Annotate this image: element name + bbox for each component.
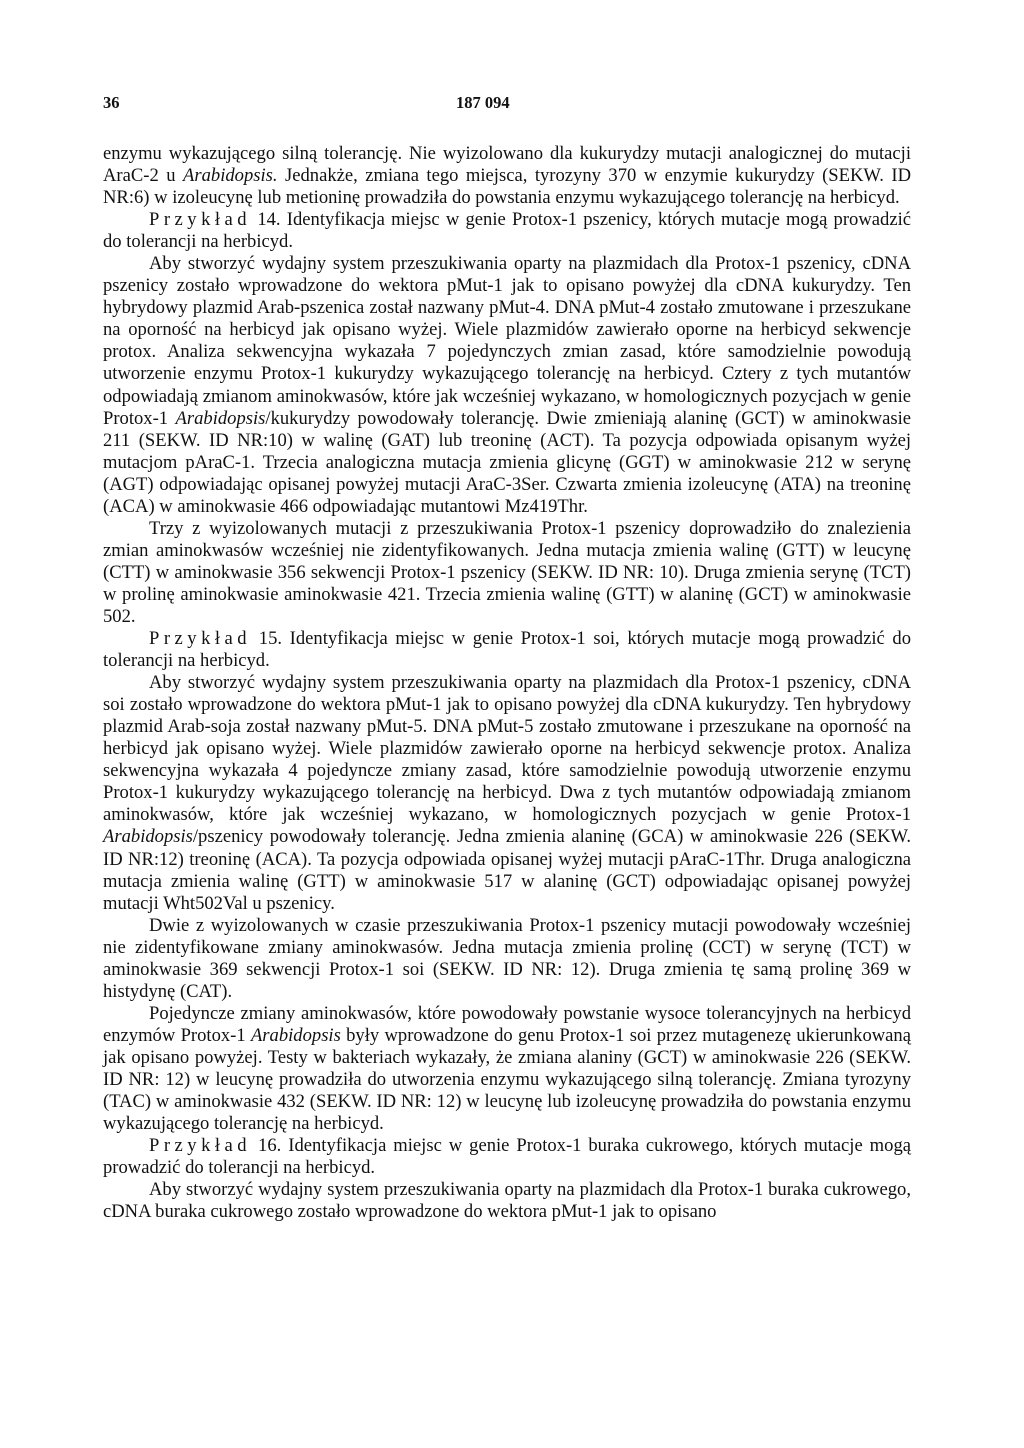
paragraph [103,518,911,628]
paragraph-text: Trzy z wyizolowanych mutacji z przeszukiwania Protox-1 pszenicy doprowadziło do znalezienia zmian aminokwasów wcześniej nie zidentyfikowanych. Jedna mutacja zmienia walinę (GTT) w leucynę (CTT) w aminokwasie 356 sekwencji Protox-1 pszenicy (SEKW. ID NR: 10). Druga zmienia serynę (TCT) w prolinę aminokwasie aminokwasie 421. Trzecia zmienia walinę (GTT) w alaninę (GCT) w aminokwasie 502. [103,517,911,627]
page-number: 36 [103,93,120,112]
paragraph-text: były wprowadzone do genu Protox-1 soi przez mutagenezę ukierunkowaną jak opisano powyżej. Testy w bakteriach wykazały, że zmiana alaniny (GCT) w aminokwasie 226 (SEKW. ID NR: 12) w leucynę prowadziła do utworzenia enzymu wykazującego silną tolerancję. Zmiana tyrozyny (TAC) w aminokwasie 432 (SEKW. ID NR: 12) w leucynę lub izoleucynę prowadziła do powstania enzymu wykazującego tolerancję na herbicyd. [103,1024,911,1135]
italic-term: Arabidopsis. [183,165,278,187]
paragraph [103,1179,911,1223]
paragraph-text: Jednakże, zmiana tego miejsca, tyrozyny 370 w enzymie kukurydzy (SEKW. ID NR:6) w izoleucynę lub metioninę prowadziła do powstania enzymu wykazującego tolerancję na herbicyd. [103,165,912,209]
italic-term: Arabidopsis [250,1024,341,1046]
page-header [103,93,903,117]
paragraph [103,915,911,1003]
paragraph-text: /kukurydzy powodowały tolerancję. Dwie zmieniają alaninę (GCT) w aminokwasie 211 (SEKW. ID NR:10) w walinę (GAT) lub treoninę (ACT). Ta pozycja odpowiada opisanym wyżej mutacjom pAraC-1. Trzecia analogiczna mutacja zmienia glicynę (GGT) w aminokwasie 212 w serynę (AGT) odpowiadając opisanej powyżej mutacji AraC-3Ser. Czwarta zmienia izoleucynę (ATA) na treoninę (ACA) w aminokwasie 466 odpowiadając mutantowi Mz419Thr. [103,407,911,517]
paragraph-text: Aby stworzyć wydajny system przeszukiwania oparty na plazmidach dla Protox-1 buraka cukrowego, cDNA buraka cukrowego zostało wprowadzone do wektora pMut-1 jak to opisano [103,1179,911,1223]
italic-term: Arabidopsis [103,826,193,848]
paragraph [103,1003,911,1135]
paragraph-text: enzymu wykazującego silną tolerancję. Nie wyizolowano dla kukurydzy mutacji analogicznej do mutacji AraC-2 u [103,143,911,187]
body-text [103,143,911,1223]
example-heading-paragraph [103,209,911,253]
paragraph [103,253,911,518]
example-heading-paragraph [103,1135,911,1179]
paragraph-text: Dwie z wyizolowanych w czasie przeszukiwania Protox-1 pszenicy mutacji powodowały wcześniej nie zidentyfikowane zmiany aminokwasów. Jedna mutacja zmienia prolinę (CCT) w serynę (TCT) w aminokwasie 369 sekwencji Protox-1 soi (SEKW. ID NR: 12). Druga zmienia tę samą prolinę 369 w histydynę (CAT). [103,914,911,1002]
paragraph-text: Aby stworzyć wydajny system przeszukiwania oparty na plazmidach dla Protox-1 pszenicy, cDNA pszenicy zostało wprowadzone do wektora pMut-1 jak to opisano powyżej dla cDNA kukurydzy. Ten hybrydowy plazmid Arab-pszenica został nazwany pMut-4. DNA pMut-4 zostało zmutowane i przeszukane na oporność na herbicyd jak opisano wyżej. Wiele plazmidów zawierało oporne na herbicyd sekwencje protox. Analiza sekwencyjna wykazała 7 pojedynczych zmian zasad, które samodzielnie powodują utworzenie enzymu Protox-1 kukurydzy wykazującego tolerancję na herbicyd. Cztery z tych mutantów odpowiadają zmianom aminokwasów, które jak wcześniej wykazano, w homologicznych pozycjach w genie Protox-1 [103,253,911,429]
example-label: Przykład [149,209,252,231]
paragraph-text: 14. Identyfikacja miejsc w genie Protox-1 pszenicy, których mutacje mogą prowadzić do tolerancji na herbicyd. [103,209,911,253]
example-label: Przykład [149,1135,252,1157]
paragraph [103,143,911,209]
paragraph-text: Aby stworzyć wydajny system przeszukiwania oparty na plazmidach dla Protox-1 pszenicy, cDNA soi zostało wprowadzone do wektora pMut-1 jak to opisano powyżej dla cDNA kukurydzy. Ten hybrydowy plazmid Arab-soja został nazwany pMut-5. DNA pMut-5 zostało zmutowane i przeszukane na oporność na herbicyd jak opisano wyżej. Wiele plazmidów zawierało oporne na herbicyd sekwencje protox. Analiza sekwencyjna wykazała 4 pojedyncze zmiany zasad, które samodzielnie powodują utworzenie enzymu Protox-1 kukurydzy wykazującego tolerancję na herbicyd. Dwa z tych mutantów odpowiadają zmianom aminokwasów, które jak wcześniej wykazano, w homologicznych pozycjach w genie Protox-1 [103,672,911,826]
patent-number: 187 094 [456,93,510,112]
paragraph-text: /pszenicy powodowały tolerancję. Jedna zmienia alaninę (GCA) w aminokwasie 226 (SEKW. ID NR:12) treoninę (ACA). Ta pozycja odpowiada opisanej wyżej mutacji pAraC-1Thr. Druga analogiczna mutacja zmienia walinę (GTT) w aminokwasie 517 w alaninę (GCT) odpowiadając opisanej powyżej mutacji Wht502Val u pszenicy. [103,826,911,914]
paragraph-text: Pojedyncze zmiany aminokwasów, które powodowały powstanie wysoce tolerancyjnych na herbicyd enzymów Protox-1 [103,1002,911,1046]
example-heading-paragraph [103,628,911,672]
example-label: Przykład [149,628,252,650]
paragraph [103,672,911,915]
italic-term: Arabidopsis [175,407,266,429]
paragraph-text: 16. Identyfikacja miejsc w genie Protox-1 buraka cukrowego, których mutacje mogą prowadzić do tolerancji na herbicyd. [103,1135,911,1179]
paragraph-text: 15. Identyfikacja miejsc w genie Protox-1 soi, których mutacje mogą prowadzić do tolerancji na herbicyd. [103,628,911,672]
